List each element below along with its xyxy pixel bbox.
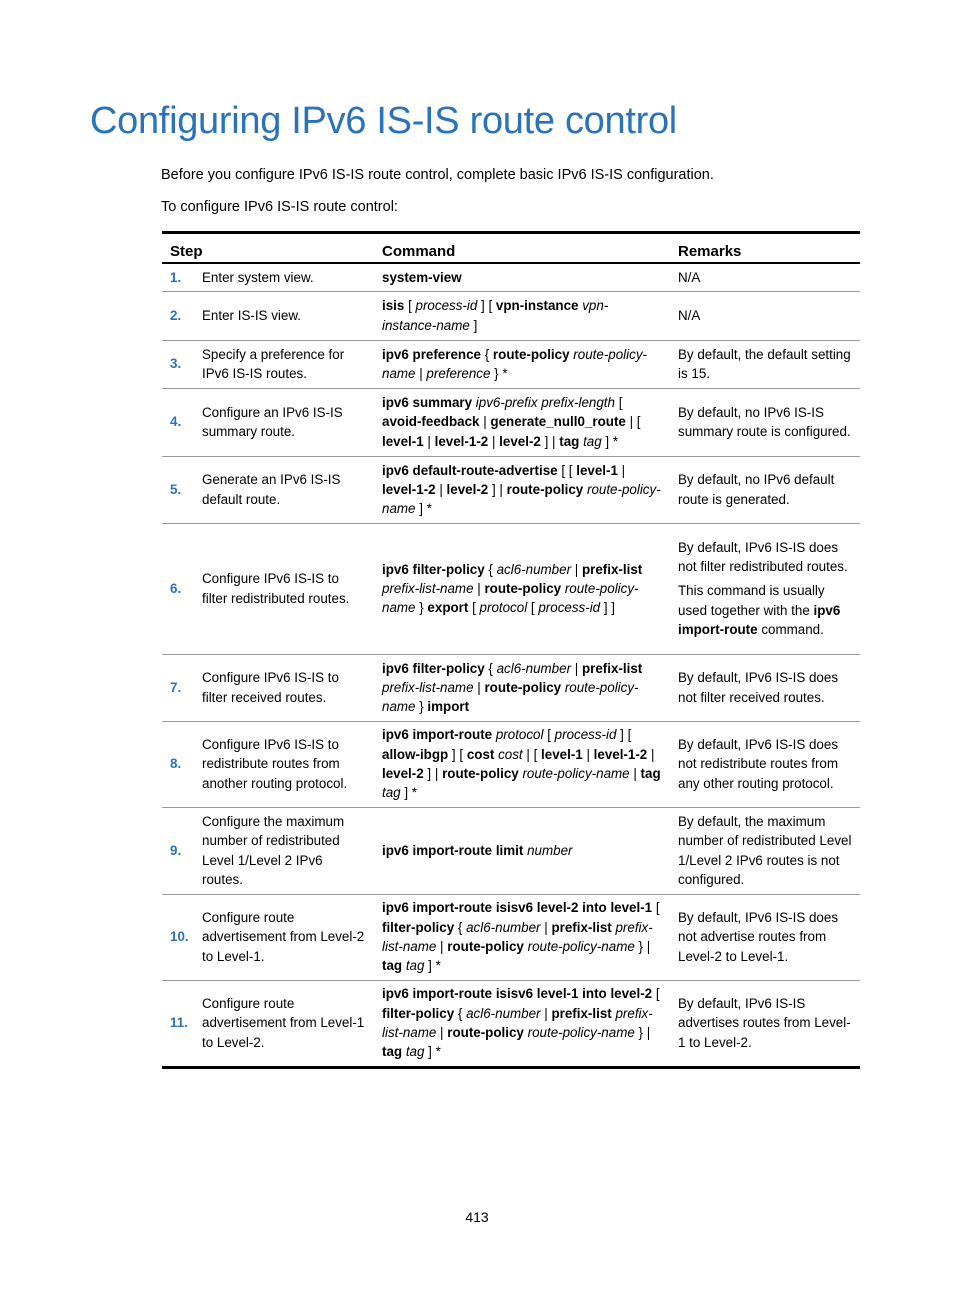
command-keyword: ipv6 import-route limit	[382, 842, 524, 858]
step-number: 2.	[170, 307, 182, 323]
table-row	[162, 263, 860, 291]
command-text: ]	[469, 317, 478, 333]
route-control-table	[162, 231, 860, 1069]
command-keyword: tag	[640, 766, 661, 781]
command-text: ] *	[424, 1044, 441, 1060]
command-text: |	[473, 580, 485, 596]
command-keyword: cost	[466, 746, 495, 762]
command-argument: preference	[426, 366, 491, 381]
remark-paragraph	[678, 994, 852, 1052]
remark-paragraph	[678, 538, 852, 577]
intro-paragraph: Before you configure IPv6 IS-IS route control, complete basic IPv6 IS-IS configuration.	[161, 167, 714, 183]
command-argument: process-id	[554, 727, 617, 743]
command-text: [	[468, 600, 480, 616]
remark-paragraph	[678, 345, 852, 384]
command-text: ] [	[616, 727, 632, 743]
command-text: } |	[634, 939, 651, 954]
step-wrapper	[170, 470, 366, 509]
command-keyword: allow-ibgp	[382, 746, 449, 762]
command-argument: cost	[498, 746, 523, 762]
step-description: Configure the maximum number of redistributed Level 1/Level 2 IPv6 routes.	[202, 813, 345, 887]
command-text: This command is usually used together with the	[678, 583, 825, 618]
command-keyword: ipv6 import-route	[382, 727, 493, 743]
step-wrapper	[170, 569, 366, 608]
command-text: ] ]	[600, 600, 616, 616]
step-cell	[162, 523, 374, 654]
step-description: Generate an IPv6 IS-IS default route.	[202, 472, 341, 507]
command-text: |	[629, 766, 641, 781]
step-description: Configure IPv6 IS-IS to filter redistributed routes.	[202, 571, 350, 606]
step-wrapper	[170, 306, 366, 325]
step-number: 8.	[170, 756, 182, 772]
command-keyword: prefix-list	[551, 919, 612, 935]
page-title: Configuring IPv6 IS-IS route control	[90, 100, 677, 142]
command-keyword: avoid-feedback	[382, 414, 480, 430]
command-argument: prefix-list-name	[382, 1005, 653, 1040]
remarks-cell	[670, 894, 860, 980]
remarks-cell	[670, 291, 860, 340]
command-keyword: level-1-2	[593, 746, 648, 762]
step-number: 5.	[170, 481, 182, 497]
command-text: By default, IPv6 IS-IS does not filter received routes.	[678, 670, 839, 705]
remark-paragraph	[678, 581, 852, 639]
command-text: }	[415, 600, 428, 616]
step-wrapper	[170, 403, 366, 442]
step-description: Configure IPv6 IS-IS to filter received routes.	[202, 670, 339, 705]
table-row	[162, 654, 860, 721]
header-step: Step	[162, 233, 374, 264]
command-text: |	[479, 414, 491, 430]
command-text: ] |	[540, 433, 560, 449]
header-command: Command	[374, 233, 670, 264]
command-keyword: prefix-list	[581, 660, 643, 676]
command-keyword: generate_null0_route	[490, 414, 626, 430]
step-description: Enter IS-IS view.	[202, 307, 301, 323]
remarks-cell	[670, 523, 860, 654]
command-argument: process-id	[415, 298, 478, 314]
step-description: Configure IPv6 IS-IS to redistribute routes from another routing protocol.	[202, 737, 348, 791]
command-text: |	[436, 1025, 448, 1040]
remark-paragraph	[678, 908, 852, 966]
command-text: ] [	[448, 746, 467, 762]
command-keyword: level-2	[499, 433, 541, 449]
command-text: By default, IPv6 IS-IS advertises routes from Level-1 to Level-2.	[678, 996, 851, 1050]
lead-paragraph: To configure IPv6 IS-IS route control:	[161, 199, 398, 215]
command-cell	[374, 654, 670, 721]
command-text: ] *	[400, 785, 417, 801]
table-row	[162, 456, 860, 523]
command-text: By default, IPv6 IS-IS does not advertise routes from Level-2 to Level-1.	[678, 910, 839, 964]
command-text: [	[527, 600, 539, 616]
step-cell	[162, 721, 374, 807]
command-keyword: prefix-list	[551, 1005, 612, 1021]
command-argument: route-policy-name	[527, 939, 635, 954]
table-row	[162, 894, 860, 980]
command-text: By default, no IPv6 default route is generated.	[678, 472, 835, 507]
command-cell	[374, 340, 670, 388]
command-keyword: export	[427, 600, 469, 616]
step-number: 3.	[170, 356, 182, 372]
command-keyword: ipv6 filter-policy	[382, 660, 485, 676]
command-keyword: vpn-instance	[495, 298, 579, 314]
step-number: 7.	[170, 679, 182, 695]
command-keyword: tag	[382, 1044, 403, 1060]
command-argument: tag	[405, 1044, 425, 1060]
step-cell	[162, 807, 374, 894]
command-keyword: level-1	[541, 746, 583, 762]
command-keyword: system-view	[382, 269, 462, 285]
command-text: |	[415, 366, 427, 381]
command-text: By default, IPv6 IS-IS does not filter redistributed routes.	[678, 539, 848, 575]
step-cell	[162, 340, 374, 388]
command-keyword: route-policy	[442, 766, 519, 781]
step-wrapper	[170, 268, 366, 287]
command-text: N/A	[678, 307, 701, 323]
command-text: |	[436, 939, 448, 954]
command-text: {	[484, 561, 497, 577]
command-cell	[374, 523, 670, 654]
command-text: [	[404, 298, 416, 314]
step-cell	[162, 456, 374, 523]
command-text: |	[617, 462, 626, 478]
command-argument: prefix-list-name	[382, 580, 474, 596]
command-keyword: tag	[382, 958, 403, 974]
step-description: Configure route advertisement from Level-1 to Level-2.	[202, 996, 365, 1050]
command-text: }	[415, 699, 428, 715]
command-text: | [	[625, 414, 641, 430]
command-keyword: tag	[559, 433, 580, 449]
step-wrapper	[170, 668, 366, 707]
command-keyword: level-2	[446, 481, 489, 497]
command-cell	[374, 291, 670, 340]
step-description: Specify a preference for IPv6 IS-IS routes.	[202, 346, 345, 381]
command-text: |	[540, 919, 552, 935]
table-row	[162, 721, 860, 807]
step-number: 9.	[170, 842, 182, 858]
command-text: |	[540, 1005, 552, 1021]
table-row	[162, 340, 860, 388]
command-argument: route-policy-name	[522, 766, 630, 781]
command-text: [	[652, 900, 660, 916]
command-text: ] *	[424, 958, 441, 974]
command-text: |	[473, 679, 485, 695]
command-text: [	[543, 727, 555, 743]
command-argument: tag	[583, 433, 602, 449]
step-wrapper	[170, 735, 366, 793]
remark-paragraph	[678, 306, 852, 325]
step-cell	[162, 894, 374, 980]
command-text: | [	[522, 746, 542, 762]
command-text: {	[484, 660, 497, 676]
command-text: command.	[757, 621, 824, 637]
command-keyword: route-policy	[492, 346, 570, 362]
command-text: ] [	[477, 298, 496, 314]
step-description: Enter system view.	[202, 269, 314, 285]
step-cell	[162, 980, 374, 1067]
command-cell	[374, 894, 670, 980]
step-wrapper	[170, 908, 366, 966]
step-number: 4.	[170, 414, 182, 430]
command-text: By default, IPv6 IS-IS does not redistribute routes from any other routing protocol.	[678, 737, 839, 791]
page-number: 413	[465, 1209, 489, 1225]
command-keyword: filter-policy	[382, 1005, 455, 1021]
step-description: Configure route advertisement from Level-2 to Level-1.	[202, 910, 365, 964]
command-keyword: route-policy	[484, 580, 562, 596]
command-keyword: route-policy	[506, 481, 584, 497]
command-keyword: ipv6 import-route isisv6 level-2 into level-1	[382, 900, 653, 916]
remarks-cell	[670, 456, 860, 523]
command-text: [	[652, 986, 660, 1002]
command-cell	[374, 263, 670, 291]
command-text: |	[435, 481, 447, 497]
remark-paragraph	[678, 403, 852, 442]
step-cell	[162, 388, 374, 456]
remarks-cell	[670, 980, 860, 1067]
step-cell	[162, 654, 374, 721]
table-body	[162, 263, 860, 1067]
command-argument: tag	[405, 958, 425, 974]
command-text: |	[582, 746, 594, 762]
command-keyword: route-policy	[447, 939, 524, 954]
command-keyword: ipv6 filter-policy	[382, 561, 485, 577]
step-number: 10.	[170, 929, 189, 945]
remark-paragraph	[678, 470, 852, 509]
command-argument: number	[527, 842, 573, 858]
header-remarks: Remarks	[670, 233, 860, 264]
command-cell	[374, 388, 670, 456]
command-argument: prefix-list-name	[382, 679, 474, 695]
command-text: ] *	[601, 433, 619, 449]
step-number: 6.	[170, 580, 182, 596]
command-text: [	[614, 395, 623, 411]
command-keyword: level-2	[382, 766, 424, 781]
command-text: {	[454, 1005, 467, 1021]
step-number: 1.	[170, 269, 182, 285]
command-cell	[374, 456, 670, 523]
command-keyword: prefix-list	[581, 561, 643, 577]
command-keyword: ipv6 summary	[382, 395, 473, 411]
command-keyword: ipv6 import-route	[678, 602, 841, 637]
command-text: N/A	[678, 269, 701, 285]
step-description: Configure an IPv6 IS-IS summary route.	[202, 404, 343, 439]
command-text: By default, the default setting is 15.	[678, 346, 851, 381]
remarks-cell	[670, 340, 860, 388]
command-keyword: level-1	[576, 462, 618, 478]
command-cell	[374, 980, 670, 1067]
command-argument: tag	[382, 785, 401, 801]
command-keyword: isis	[382, 298, 405, 314]
step-wrapper	[170, 345, 366, 384]
remarks-cell	[670, 721, 860, 807]
command-keyword: route-policy	[447, 1025, 524, 1040]
table-row	[162, 807, 860, 894]
table-row	[162, 523, 860, 654]
command-argument: acl6-number	[496, 660, 572, 676]
command-argument: route-policy-name	[527, 1025, 635, 1040]
command-cell	[374, 807, 670, 894]
command-keyword: filter-policy	[382, 919, 455, 935]
command-keyword: level-1-2	[434, 433, 489, 449]
step-cell	[162, 291, 374, 340]
command-argument: prefix-list-name	[382, 919, 653, 954]
step-cell	[162, 263, 374, 291]
command-text: ] *	[415, 501, 432, 517]
command-argument: protocol	[479, 600, 528, 616]
command-text: By default, the maximum number of redistributed Level 1/Level 2 IPv6 routes is not configured.	[678, 813, 852, 887]
remarks-cell	[670, 263, 860, 291]
command-argument: route-policy-name	[382, 679, 639, 715]
command-text: |	[647, 746, 655, 762]
remark-paragraph	[678, 812, 852, 889]
table-row	[162, 980, 860, 1067]
command-argument: acl6-number	[466, 919, 541, 935]
remark-paragraph	[678, 268, 852, 287]
table-header-row	[162, 233, 860, 264]
command-keyword: ipv6 preference	[382, 346, 481, 362]
command-argument: route-policy-name	[382, 481, 661, 517]
command-text: } *	[490, 366, 508, 381]
command-text: } |	[634, 1025, 651, 1040]
command-text: [ [	[557, 462, 577, 478]
command-keyword: ipv6 default-route-advertise	[382, 462, 558, 478]
command-cell	[374, 721, 670, 807]
step-number: 11.	[170, 1015, 188, 1031]
command-text: By default, no IPv6 IS-IS summary route is configured.	[678, 404, 851, 439]
command-text: |	[571, 660, 582, 676]
remark-paragraph	[678, 735, 852, 793]
step-wrapper	[170, 994, 366, 1052]
remark-paragraph	[678, 668, 852, 707]
command-text: |	[571, 561, 582, 577]
command-keyword: ipv6 import-route isisv6 level-1 into level-2	[382, 986, 653, 1002]
command-text: ] |	[488, 481, 507, 497]
table-row	[162, 388, 860, 456]
remarks-cell	[670, 807, 860, 894]
command-argument: ipv6-prefix prefix-length	[475, 395, 615, 411]
command-text: |	[488, 433, 500, 449]
command-argument: acl6-number	[496, 561, 572, 577]
command-argument: vpn-instance-name	[382, 298, 609, 333]
command-argument: route-policy-name	[382, 346, 647, 381]
command-keyword: import	[427, 699, 470, 715]
command-argument: acl6-number	[466, 1005, 541, 1021]
command-keyword: level-1-2	[382, 481, 436, 497]
step-wrapper	[170, 812, 366, 889]
remarks-cell	[670, 654, 860, 721]
command-text: |	[423, 433, 435, 449]
command-text: {	[481, 346, 493, 362]
command-text: {	[454, 919, 467, 935]
command-keyword: level-1	[382, 433, 424, 449]
table-row	[162, 291, 860, 340]
command-argument: process-id	[538, 600, 601, 616]
command-argument: protocol	[495, 727, 544, 743]
remarks-cell	[670, 388, 860, 456]
command-text: ] |	[423, 766, 443, 781]
command-keyword: route-policy	[484, 679, 562, 695]
command-argument: route-policy-name	[382, 580, 639, 616]
